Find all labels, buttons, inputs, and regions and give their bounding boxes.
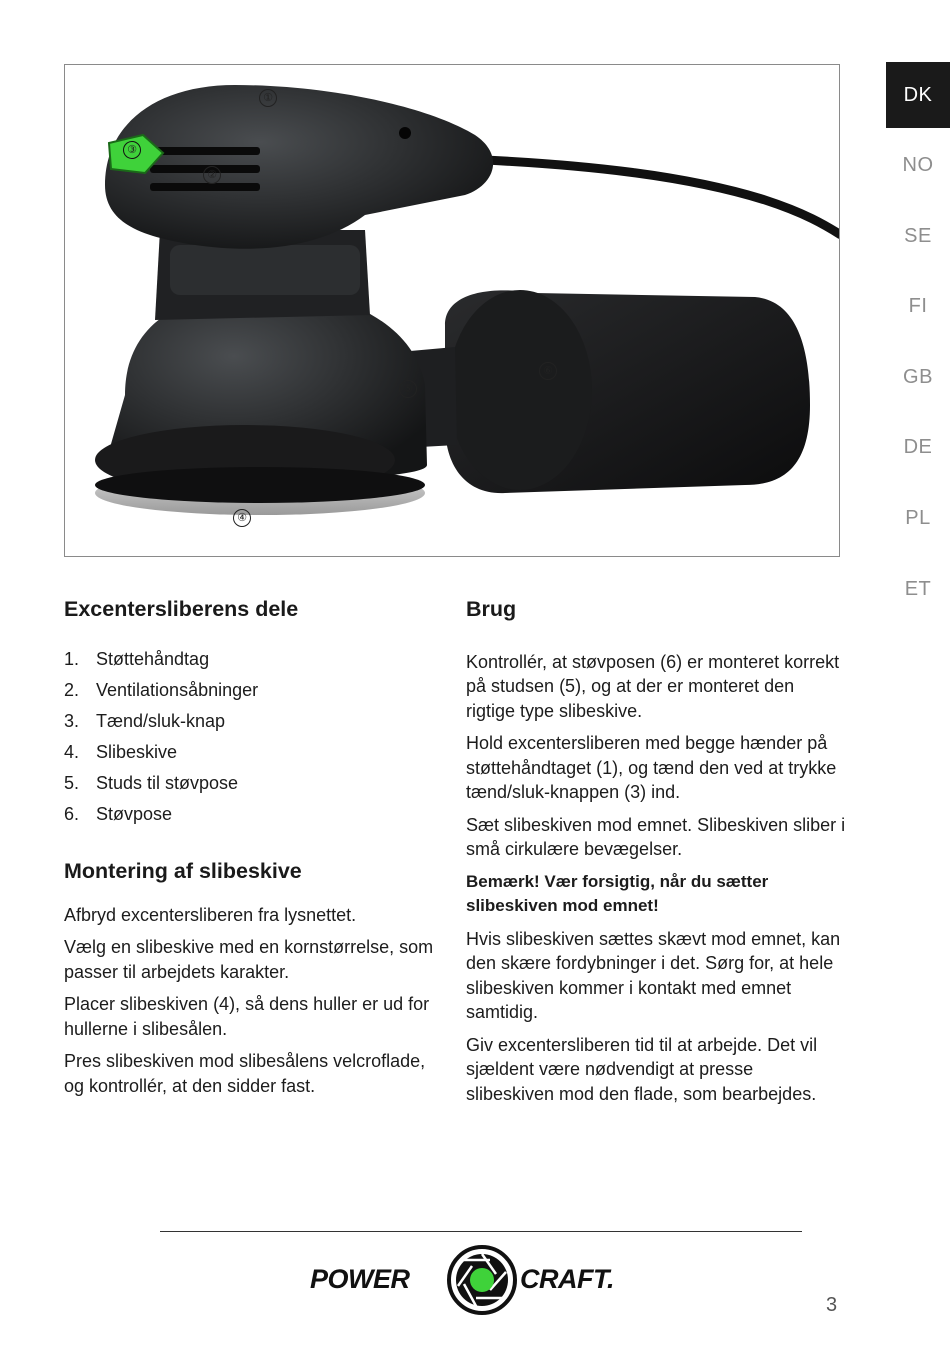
- usage-paragraph: Sæt slibeskiven mod emnet. Slibeskiven sliber i små cirkulære bevægelser.: [466, 814, 846, 860]
- mounting-heading: Montering af slibeskive: [64, 858, 302, 883]
- list-item-label: Slibeskive: [96, 741, 178, 762]
- left-column: [64, 596, 444, 1106]
- list-item-label: Studs til støvpose: [96, 772, 239, 793]
- list-item-label: Støttehåndtag: [96, 648, 210, 669]
- list-item-number: 3.: [64, 710, 80, 731]
- logo-word-craft: CRAFT.: [520, 1264, 614, 1294]
- list-item: [64, 799, 444, 830]
- list-item-label: Ventilationsåbninger: [96, 679, 259, 700]
- page-number: 3: [826, 1294, 838, 1316]
- right-column: [466, 596, 846, 1114]
- tab-language-gb[interactable]: GB: [903, 365, 933, 388]
- mounting-paragraph: Pres slibeskiven mod slibesålens velcroflade, og kontrollér, at den sidder fast.: [64, 1051, 426, 1096]
- callout-1: ①: [259, 89, 277, 107]
- parts-list: [64, 644, 444, 830]
- mounting-paragraph: Vælg en slibeskive med en kornstørrelse, som passer til arbejdets karakter.: [64, 937, 434, 982]
- parts-heading: Excentersliberens dele: [64, 597, 299, 621]
- list-item: [64, 675, 444, 706]
- list-item: [64, 768, 444, 799]
- tab-language-fi[interactable]: FI: [908, 295, 928, 318]
- powercraft-logo: [310, 1244, 640, 1316]
- tab-language-pl[interactable]: PL: [905, 507, 931, 530]
- mounting-paragraph: Placer slibeskiven (4), så dens huller er ud for hullerne i slibesålen.: [64, 994, 430, 1039]
- usage-paragraph: Hvis slibeskiven sættes skævt mod emnet, kan den skære fordybninger i det. Sørg for, at hele slibeskiven kommer i kontakt med emnet samtidig.: [466, 928, 841, 1023]
- usage-paragraph: Giv excentersliberen tid til at arbejde. Det vil sjældent være nødvendigt at presse slibeskiven mod den flade, som bearbejdes.: [466, 1034, 818, 1104]
- callout-3: ③: [123, 141, 141, 159]
- usage-heading: Brug: [466, 597, 517, 621]
- list-item: [64, 706, 444, 737]
- callout-2: ②: [203, 166, 221, 184]
- mounting-paragraph: Afbryd excentersliberen fra lysnettet.: [64, 904, 357, 925]
- callout-4: ④: [233, 509, 251, 527]
- list-item-number: 6.: [64, 803, 80, 824]
- footer-divider: [160, 1231, 802, 1232]
- orbital-sander-illustration: [65, 65, 840, 557]
- usage-paragraph: Kontrollér, at støvposen (6) er monteret korrekt på studsen (5), og at der er monteret den rigtige type slibeskive.: [466, 651, 840, 721]
- language-tabs: [886, 62, 950, 627]
- tab-language-et[interactable]: ET: [904, 577, 932, 600]
- tab-language-dk[interactable]: DK: [886, 62, 950, 128]
- callout-5: ⑤: [399, 380, 417, 398]
- list-item: [64, 644, 444, 675]
- tab-language-no[interactable]: NO: [902, 154, 934, 177]
- product-figure: [64, 64, 840, 557]
- usage-note: Bemærk! Vær forsigtig, når du sætter slibeskiven mod emnet!: [466, 871, 769, 916]
- list-item-number: 5.: [64, 772, 80, 793]
- list-item-number: 4.: [64, 741, 80, 762]
- tab-language-de[interactable]: DE: [903, 436, 933, 459]
- aperture-icon: [446, 1244, 518, 1316]
- list-item-label: Tænd/sluk-knap: [96, 710, 226, 731]
- callout-6: ⑥: [539, 362, 557, 380]
- logo-word-power: POWER: [310, 1264, 410, 1294]
- list-item-label: Støvpose: [96, 803, 173, 824]
- list-item: [64, 737, 444, 768]
- list-item-number: 1.: [64, 648, 80, 669]
- usage-paragraph: Hold excentersliberen med begge hænder på støttehåndtaget (1), og tænd den ved at trykke tænd/sluk-knappen (3) ind.: [466, 733, 837, 803]
- tab-language-se[interactable]: SE: [904, 224, 932, 247]
- list-item-number: 2.: [64, 679, 80, 700]
